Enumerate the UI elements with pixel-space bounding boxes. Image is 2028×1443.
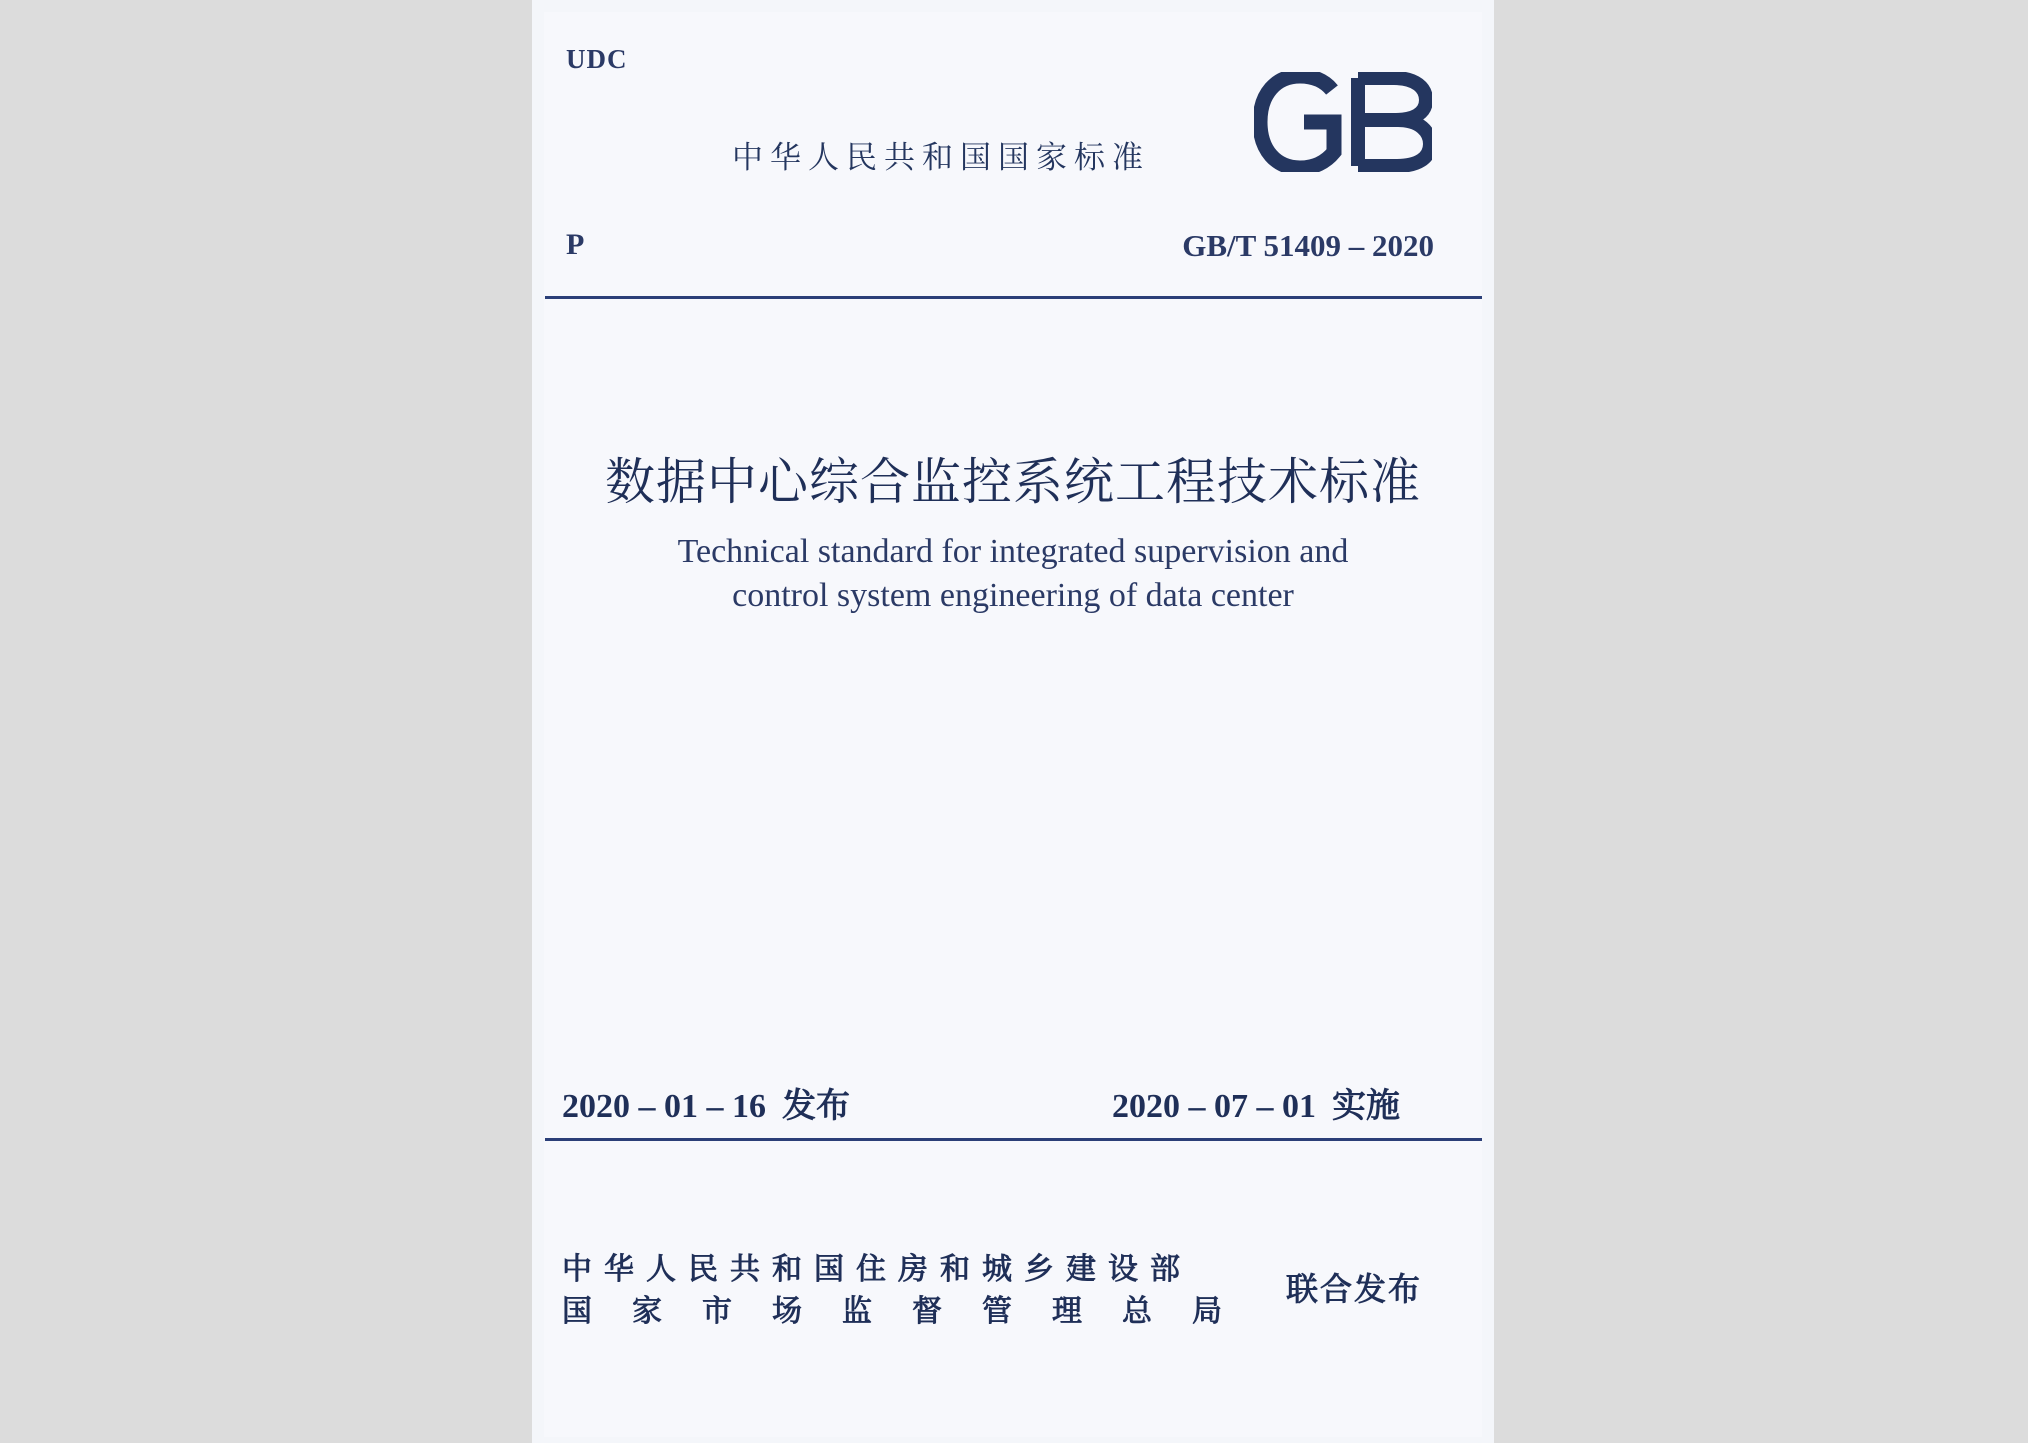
cover-sheet: [544, 12, 1482, 1437]
udc-label: UDC: [566, 44, 628, 74]
gb-logo: [1254, 72, 1432, 172]
classification-code: P: [566, 228, 585, 261]
gb-logo-text: GB: [1254, 72, 1256, 73]
top-divider: [545, 296, 1482, 299]
effective-date-line: [1112, 1078, 1400, 1127]
publish-date: 2020 – 01 – 16: [562, 1088, 766, 1125]
issuer-administration: 国家市场监督管理总局: [562, 1294, 1262, 1329]
standard-number: GB/T 51409 – 2020: [1182, 228, 1434, 263]
national-standard-heading: 中华人民共和国国家标准: [732, 140, 1150, 176]
title-chinese: 数据中心综合监控系统工程技术标准: [605, 453, 1421, 511]
effective-date: 2020 – 07 – 01: [1112, 1088, 1316, 1125]
title-english-line-1: Technical standard for integrated supervision and: [677, 533, 1349, 570]
publish-label: 发布: [782, 1086, 850, 1126]
document-page: [532, 0, 1494, 1443]
title-english-line-2: control system engineering of data center: [732, 577, 1294, 614]
publish-date-line: [562, 1078, 850, 1127]
issuer-ministry: 中华人民共和国住房和城乡建设部: [562, 1252, 1192, 1287]
effective-label: 实施: [1332, 1086, 1400, 1126]
title-english: [532, 530, 1494, 618]
joint-issue-label: 联合发布: [1286, 1270, 1423, 1308]
bottom-divider: [545, 1138, 1482, 1141]
